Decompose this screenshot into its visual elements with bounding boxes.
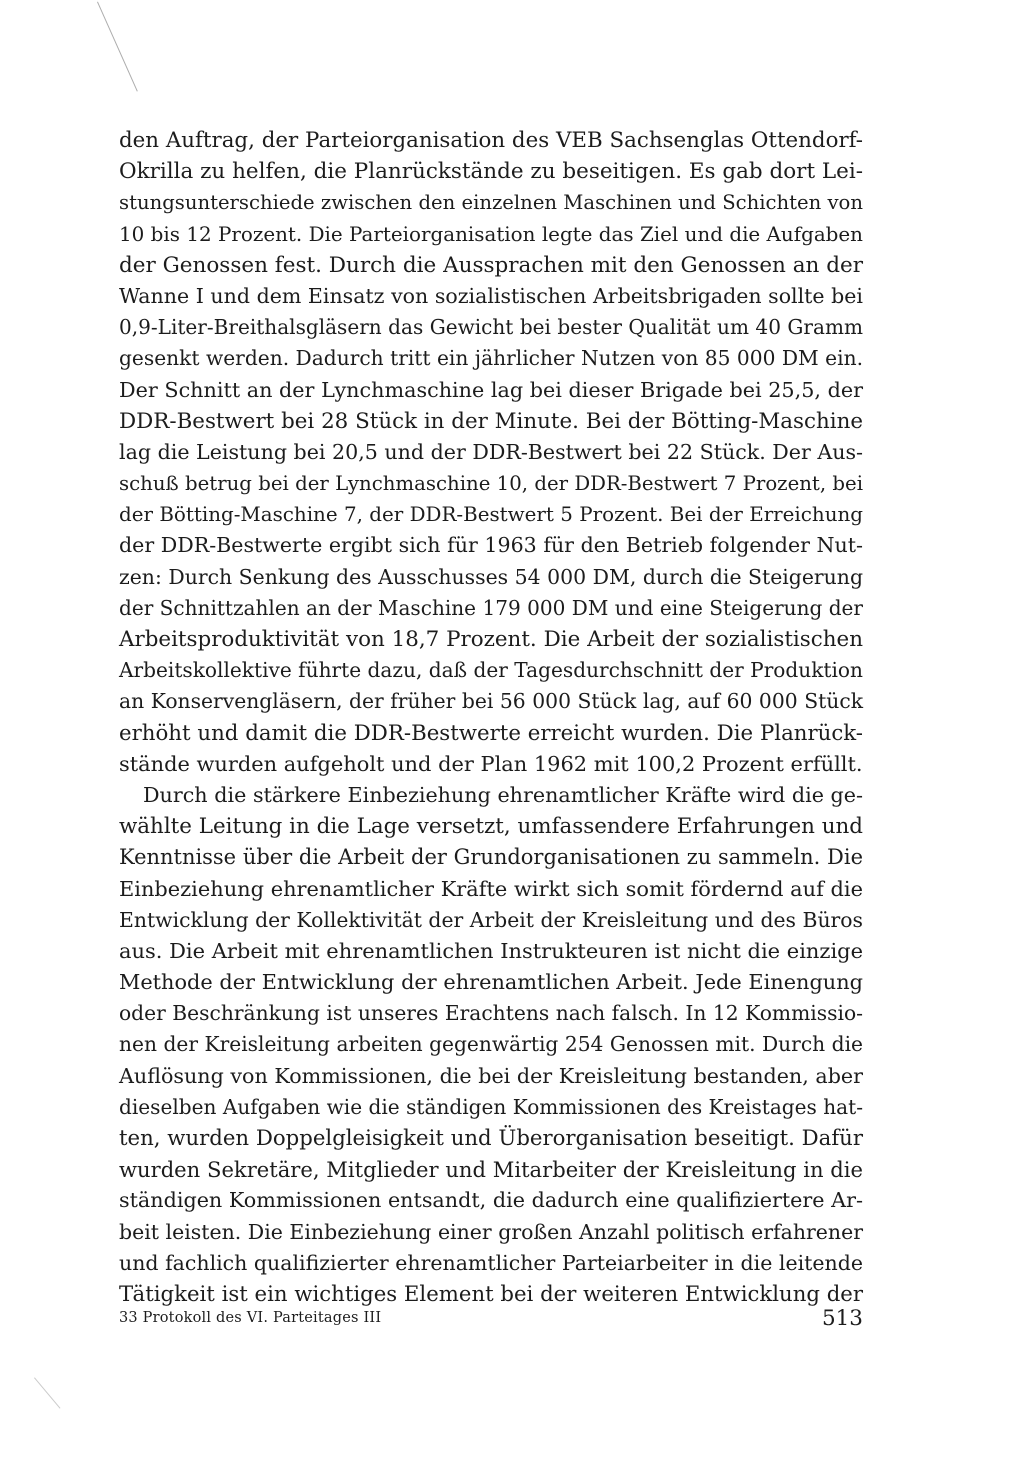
text-line: stände wurden aufgeholt und der Plan 1962 mit 100,2 Prozent erfüllt. xyxy=(119,751,863,776)
text-line: Okrilla zu helfen, die Planrückstände zu beseitigen. Es gab dort Lei- xyxy=(119,159,863,185)
text-line: oder Beschränkung ist unseres Erachtens nach falsch. In 12 Kommissio- xyxy=(119,1001,863,1026)
text-line: Auflösung von Kommissionen, die bei der Kreisleitung bestanden, aber xyxy=(119,1063,863,1088)
text-line: Wanne I und dem Einsatz von sozialistischen Arbeitsbrigaden sollte bei xyxy=(119,283,863,308)
text-line: Durch die stärkere Einbeziehung ehrenamtlicher Kräfte wird die ge- xyxy=(143,782,863,807)
body-text xyxy=(119,125,863,1310)
text-line: dieselben Aufgaben wie die ständigen Kommissionen des Kreistages hat- xyxy=(119,1094,863,1119)
text-line: 0,9-Liter-Breithalsgläsern das Gewicht bei bester Qualität um 40 Gramm xyxy=(119,315,863,340)
text-line: der Genossen fest. Durch die Aussprachen mit den Genossen an der xyxy=(119,252,863,278)
text-line: der DDR-Bestwerte ergibt sich für 1963 für den Betrieb folgender Nut- xyxy=(119,533,863,558)
paragraph xyxy=(119,125,863,780)
text-line: Tätigkeit ist ein wichtiges Element bei der weiteren Entwicklung der xyxy=(119,1281,863,1307)
text-line: Der Schnitt an der Lynchmaschine lag bei dieser Brigade bei 25,5, der xyxy=(119,377,863,402)
text-line: lag die Leistung bei 20,5 und der DDR-Bestwert bei 22 Stück. Der Aus- xyxy=(119,439,863,464)
text-line: Arbeitsproduktivität von 18,7 Prozent. Die Arbeit der sozialistischen xyxy=(119,627,863,652)
text-line: Arbeitskollektive führte dazu, daß der Tagesdurchschnitt der Produktion xyxy=(119,658,863,683)
text-line: ten, wurden Doppelgleisigkeit und Überorganisation beseitigt. Dafür xyxy=(119,1126,863,1151)
paragraph xyxy=(119,780,863,1310)
page-footer xyxy=(119,1306,863,1336)
text-line: an Konservengläsern, der früher bei 56 000 Stück lag, auf 60 000 Stück xyxy=(119,689,863,714)
text-line: und fachlich qualifizierter ehrenamtlicher Parteiarbeiter in die leitende xyxy=(119,1250,863,1275)
text-line: gesenkt werden. Dadurch tritt ein jährlicher Nutzen von 85 000 DM ein. xyxy=(119,346,863,371)
text-line: Einbeziehung ehrenamtlicher Kräfte wirkt sich somit fördernd auf die xyxy=(119,876,863,901)
text-line: stungsunterschiede zwischen den einzelnen Maschinen und Schichten von xyxy=(119,191,863,215)
text-line: 10 bis 12 Prozent. Die Parteiorganisation legte das Ziel und die Aufgaben xyxy=(119,222,863,246)
text-line: Methode der Entwicklung der ehrenamtlichen Arbeit. Jede Einengung xyxy=(119,970,863,995)
text-line: ständigen Kommissionen entsandt, die dadurch eine qualifiziertere Ar- xyxy=(119,1188,863,1213)
text-line: erhöht und damit die DDR-Bestwerte erreicht wurden. Die Planrück- xyxy=(119,720,863,746)
text-line: DDR-Bestwert bei 28 Stück in der Minute. Bei der Bötting-Maschine xyxy=(119,408,863,434)
text-line: Kenntnisse über die Arbeit der Grundorganisationen zu sammeln. Die xyxy=(119,845,863,870)
text-line: der Schnittzahlen an der Maschine 179 000 DM und eine Steigerung der xyxy=(119,595,863,620)
page-number: 513 xyxy=(821,1306,863,1331)
text-line: wählte Leitung in die Lage versetzt, umfassendere Erfahrungen und xyxy=(119,814,863,840)
text-line: zen: Durch Senkung des Ausschusses 54 000 DM, durch die Steigerung xyxy=(119,564,863,589)
text-line: wurden Sekretäre, Mitglieder und Mitarbeiter der Kreisleitung in die xyxy=(119,1157,863,1183)
text-line: Entwicklung der Kollektivität der Arbeit der Kreisleitung und des Büros xyxy=(119,907,863,932)
text-line: der Bötting-Maschine 7, der DDR-Bestwert 5 Prozent. Bei der Erreichung xyxy=(119,503,863,527)
text-line: den Auftrag, der Parteiorganisation des VEB Sachsenglas Ottendorf- xyxy=(119,128,863,153)
footer-source-label: 33 Protokoll des VI. Parteitages III xyxy=(119,1310,382,1326)
scan-artifact-line-top xyxy=(97,2,138,92)
scan-artifact-line-bottom xyxy=(34,1377,60,1408)
text-line: beit leisten. Die Einbeziehung einer großen Anzahl politisch erfahrener xyxy=(119,1219,863,1244)
text-line: schuß betrug bei der Lynchmaschine 10, der DDR-Bestwert 7 Prozent, bei xyxy=(119,472,863,496)
text-line: nen der Kreisleitung arbeiten gegenwärtig 254 Genossen mit. Durch die xyxy=(119,1032,863,1057)
text-line: aus. Die Arbeit mit ehrenamtlichen Instrukteuren ist nicht die einzige xyxy=(119,938,863,963)
